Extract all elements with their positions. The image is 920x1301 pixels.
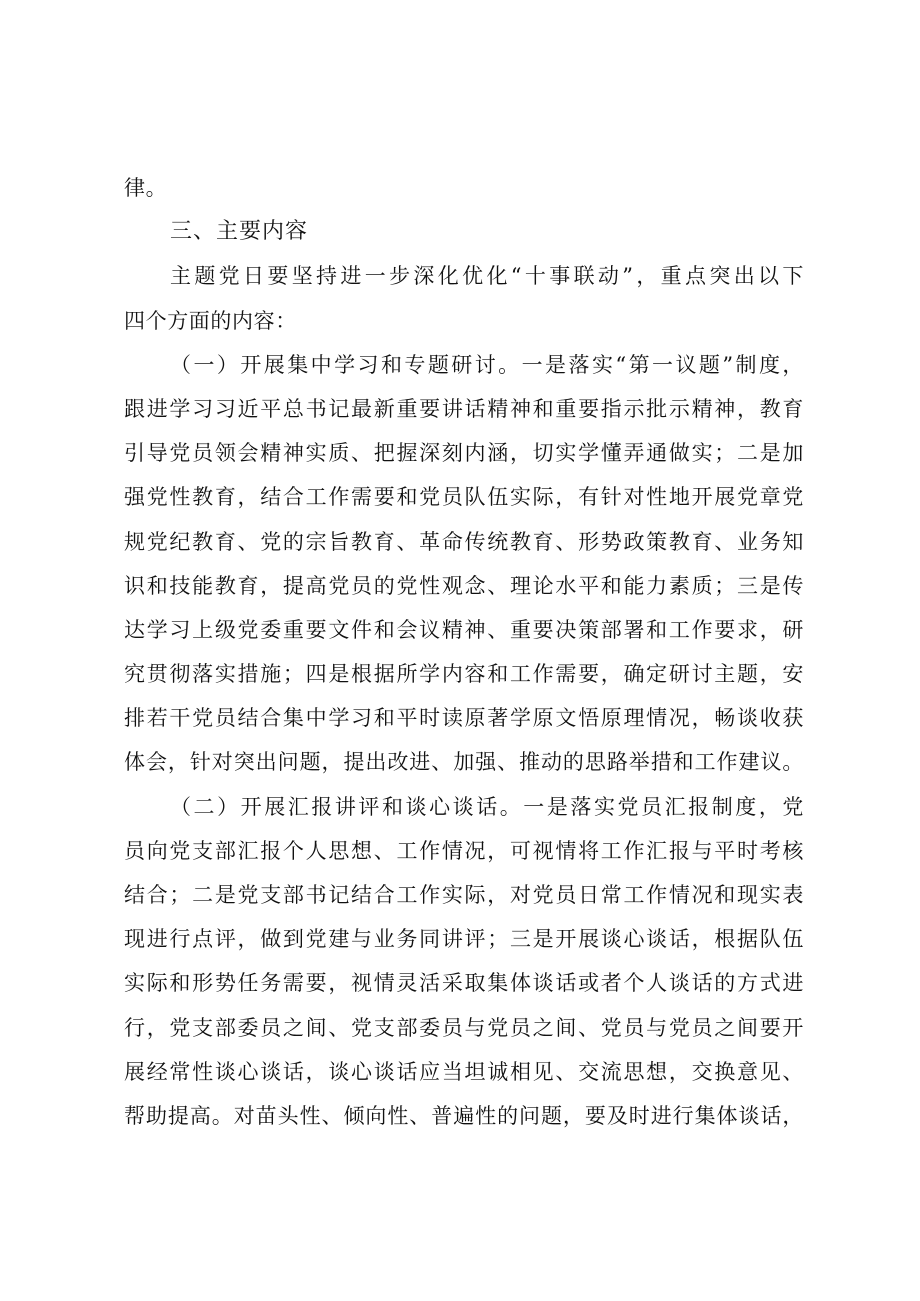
paragraph-line: 员向党支部汇报个人思想、工作情况，可视情将工作汇报与平时考核: [124, 838, 804, 863]
paragraph-line: 跟进学习习近平总书记最新重要讲话精神和重要指示批示精神，教育: [124, 396, 804, 421]
paragraph-line: 排若干党员结合集中学习和平时读原著学原文悟原理情况，畅谈收获: [124, 706, 804, 731]
paragraph-line: 行，党支部委员之间、党支部委员与党员之间、党员与党员之间要开: [124, 1015, 804, 1040]
paragraph-line: 四个方面的内容：: [124, 308, 297, 333]
paragraph-line: 主题党日要坚持进一步深化优化“十事联动”，重点突出以下: [170, 264, 804, 289]
paragraph-line: （一）开展集中学习和专题研讨。一是落实“第一议题”制度，: [170, 352, 804, 377]
document-body: [124, 166, 804, 1138]
section-heading: 三、主要内容: [170, 219, 309, 245]
paragraph-line: 强党性教育，结合工作需要和党员队伍实际，有针对性地开展党章党: [124, 485, 804, 510]
paragraph-line: 规党纪教育、党的宗旨教育、革命传统教育、形势政策教育、业务知: [124, 529, 804, 554]
paragraph-line: 帮助提高。对苗头性、倾向性、普遍性的问题，要及时进行集体谈话，: [124, 1103, 804, 1128]
paragraph-line: 达学习上级党委重要文件和会议精神、重要决策部署和工作要求，研: [124, 617, 804, 642]
paragraph-line: 体会，针对突出问题，提出改进、加强、推动的思路举措和工作建议。: [124, 750, 804, 775]
paragraph-line: 识和技能教育，提高党员的党性观念、理论水平和能力素质；三是传: [124, 573, 804, 598]
paragraph-line: 展经常性谈心谈话，谈心谈话应当坦诚相见、交流思想，交换意见、: [124, 1059, 804, 1084]
paragraph-line: 结合；二是党支部书记结合工作实际，对党员日常工作情况和现实表: [124, 883, 804, 907]
paragraph-continuation: 律。: [124, 176, 168, 200]
paragraph-line: （二）开展汇报讲评和谈心谈话。一是落实党员汇报制度，党: [170, 794, 804, 819]
paragraph-line: 实际和形势任务需要，视情灵活采取集体谈话或者个人谈话的方式进: [124, 971, 804, 996]
paragraph-line: 引导党员领会精神实质、把握深刻内涵，切实学懂弄通做实；二是加: [124, 441, 804, 466]
paragraph-line: 现进行点评，做到党建与业务同讲评；三是开展谈心谈话，根据队伍: [124, 927, 804, 952]
paragraph-line: 究贯彻落实措施；四是根据所学内容和工作需要，确定研讨主题，安: [124, 662, 804, 687]
